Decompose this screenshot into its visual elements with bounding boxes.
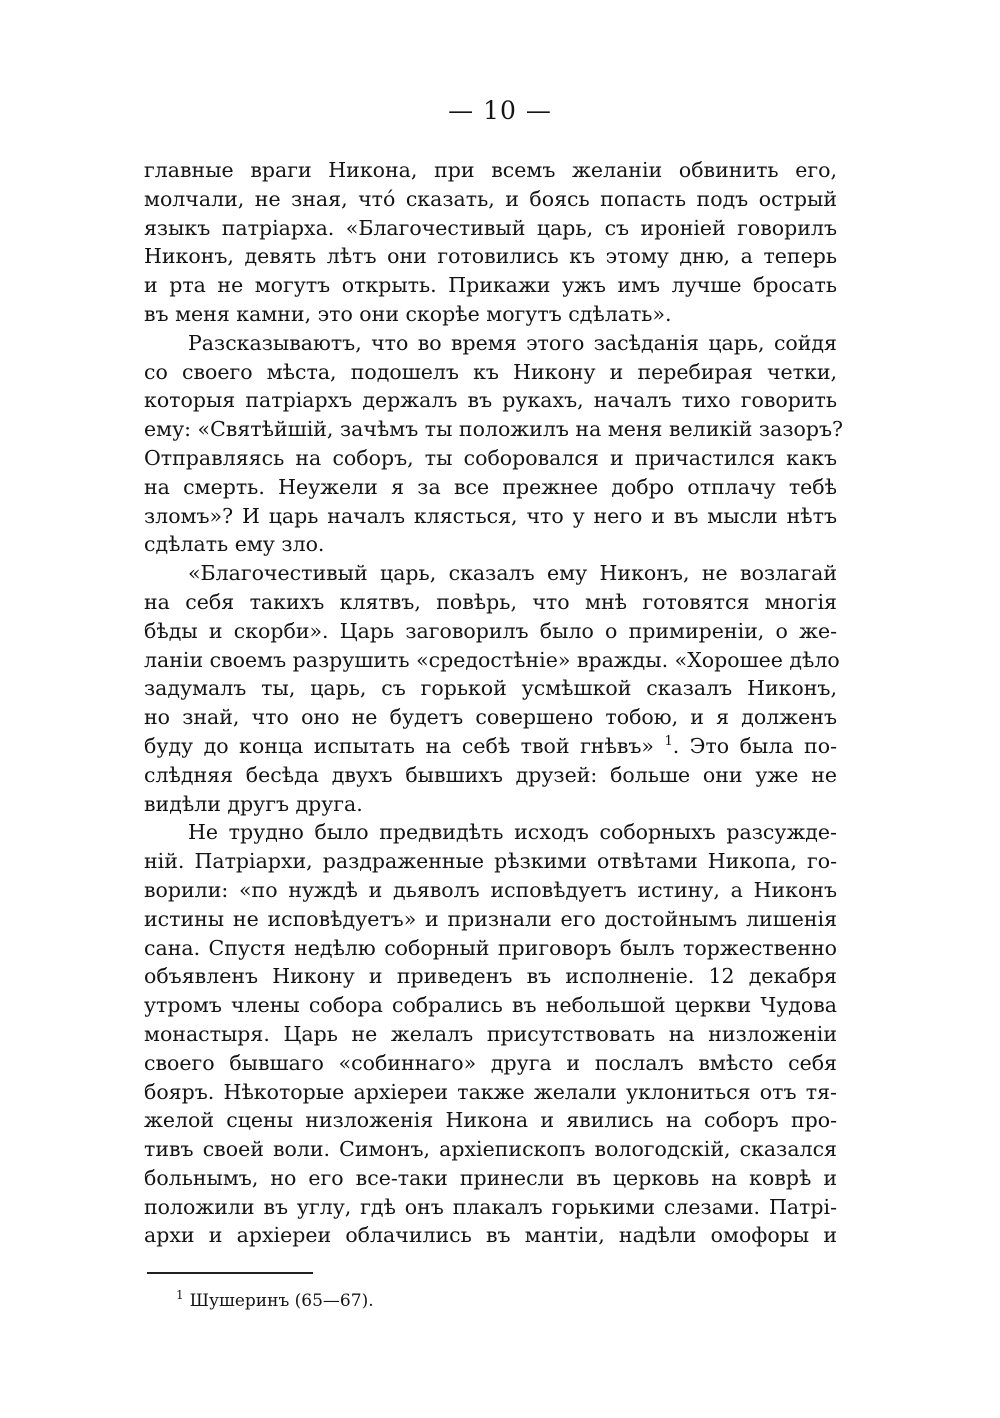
text-line: но знай, что оно не будетъ совершено тобою, и я долженъ bbox=[144, 705, 837, 730]
text-line: ній. Патріархи, раздраженные рѣзкими отвѣтами Никопа, го- bbox=[144, 849, 837, 874]
text-line: которыя патріархъ держалъ въ рукахъ, началъ тихо говорить bbox=[144, 388, 837, 413]
paragraph-1 bbox=[144, 156, 837, 329]
footnote-reference: 1 bbox=[664, 734, 673, 750]
paragraph-4 bbox=[144, 818, 837, 1250]
text-line: ворили: «по нуждѣ и дьяволъ исповѣдуетъ истину, а Никонъ bbox=[144, 877, 837, 902]
text-line: бояръ. Нѣкоторые архіереи также желали уклониться отъ тя- bbox=[144, 1079, 837, 1104]
line-text-before-mark: буду до конца испытать на себѣ твой гнѣвъ» bbox=[144, 733, 654, 758]
text-line: Отправляясь на соборъ, ты соборовался и причастился какъ bbox=[144, 445, 837, 470]
text-line: на смерть. Неужели я за все прежнее добро отплачу тебѣ bbox=[144, 474, 837, 499]
text-line: сана. Спустя недѣлю соборный приговоръ былъ торжественно bbox=[144, 935, 837, 960]
footnote-divider bbox=[147, 1272, 313, 1274]
line-text-after-mark: . Это была по- bbox=[672, 733, 837, 758]
text-line: Никонъ, девять лѣтъ они готовились къ этому дню, а теперь bbox=[144, 244, 837, 269]
text-line: объявленъ Никону и приведенъ въ исполненіе. 12 декабря bbox=[144, 964, 837, 989]
text-line: и рта не могутъ открыть. Прикажи ужъ имъ лучше бросать bbox=[144, 273, 837, 298]
text-line: видѣли другъ друга. bbox=[144, 791, 363, 816]
text-line: главные враги Никона, при всемъ желаніи обвинить его, bbox=[144, 158, 837, 182]
text-line: языкъ патріарха. «Благочестивый царь, съ ироніей говорилъ bbox=[144, 215, 837, 240]
text-line: истины не исповѣдуетъ» и признали его достойнымъ лишенія bbox=[144, 906, 837, 931]
footnote bbox=[176, 1290, 374, 1312]
text-line: ему: «Святѣйшій, зачѣмъ ты положилъ на меня великій зазоръ? bbox=[144, 417, 843, 442]
text-line: тивъ своей воли. Симонъ, архіепископъ вологодскій, сказался bbox=[144, 1137, 837, 1162]
text-line-with-footnote bbox=[144, 732, 837, 761]
page-number: — 10 — bbox=[448, 96, 552, 125]
text-line: сдѣлать ему зло. bbox=[144, 532, 325, 557]
body-text bbox=[144, 156, 843, 1250]
text-line: архи и архіереи облачились въ мантіи, надѣли омофоры и bbox=[144, 1223, 837, 1248]
text-line: ланіи своемъ разрушить «средостѣніе» вражды. «Хорошее дѣло bbox=[144, 647, 840, 672]
footnote-text: Шушеринъ (65—67). bbox=[189, 1291, 374, 1311]
text-line: положили въ углу, гдѣ онъ плакалъ горькими слезами. Патрі- bbox=[144, 1194, 837, 1219]
paragraph-2 bbox=[144, 329, 843, 559]
text-line: больнымъ, но его все-таки принесли въ церковь на коврѣ и bbox=[144, 1165, 837, 1190]
text-line: со своего мѣста, подошелъ къ Никону и перебирая четки, bbox=[144, 359, 837, 384]
text-line: «Благочестивый царь, сказалъ ему Никонъ, не возлагай bbox=[188, 561, 837, 586]
text-line: слѣдняя бесѣда двухъ бывшихъ друзей: больше они уже не bbox=[144, 762, 837, 787]
footnote-mark: 1 bbox=[176, 1288, 184, 1303]
text-line: желой сцены низложенія Никона и явились на соборъ про- bbox=[144, 1108, 837, 1133]
text-line: въ меня камни, это они скорѣе могутъ сдѣлать». bbox=[144, 301, 672, 326]
paragraph-3 bbox=[144, 559, 840, 818]
text-line: молчали, не зная, чтó сказать, и боясь попасть подъ острый bbox=[144, 186, 837, 211]
text-line: задумалъ ты, царь, съ горькой усмѣшкой сказалъ Никонъ, bbox=[144, 676, 837, 701]
text-line: монастыря. Царь не желалъ присутствовать на низложеніи bbox=[144, 1021, 837, 1046]
text-line: зломъ»? И царь началъ клясться, что у него и въ мысли нѣтъ bbox=[144, 503, 837, 528]
text-line: на себя такихъ клятвъ, повѣрь, что мнѣ готовятся многія bbox=[144, 589, 837, 614]
text-line: Не трудно было предвидѣть исходъ соборныхъ разсужде- bbox=[188, 820, 837, 845]
text-line: бѣды и скорби». Царь заговорилъ было о примиреніи, о же- bbox=[144, 618, 837, 643]
text-line: Разсказываютъ, что во время этого засѣданія царь, сойдя bbox=[188, 330, 837, 355]
text-line: своего бывшаго «собиннаго» друга и послалъ вмѣсто себя bbox=[144, 1050, 837, 1075]
text-line: утромъ члены собора собрались въ небольшой церкви Чудова bbox=[144, 993, 837, 1018]
